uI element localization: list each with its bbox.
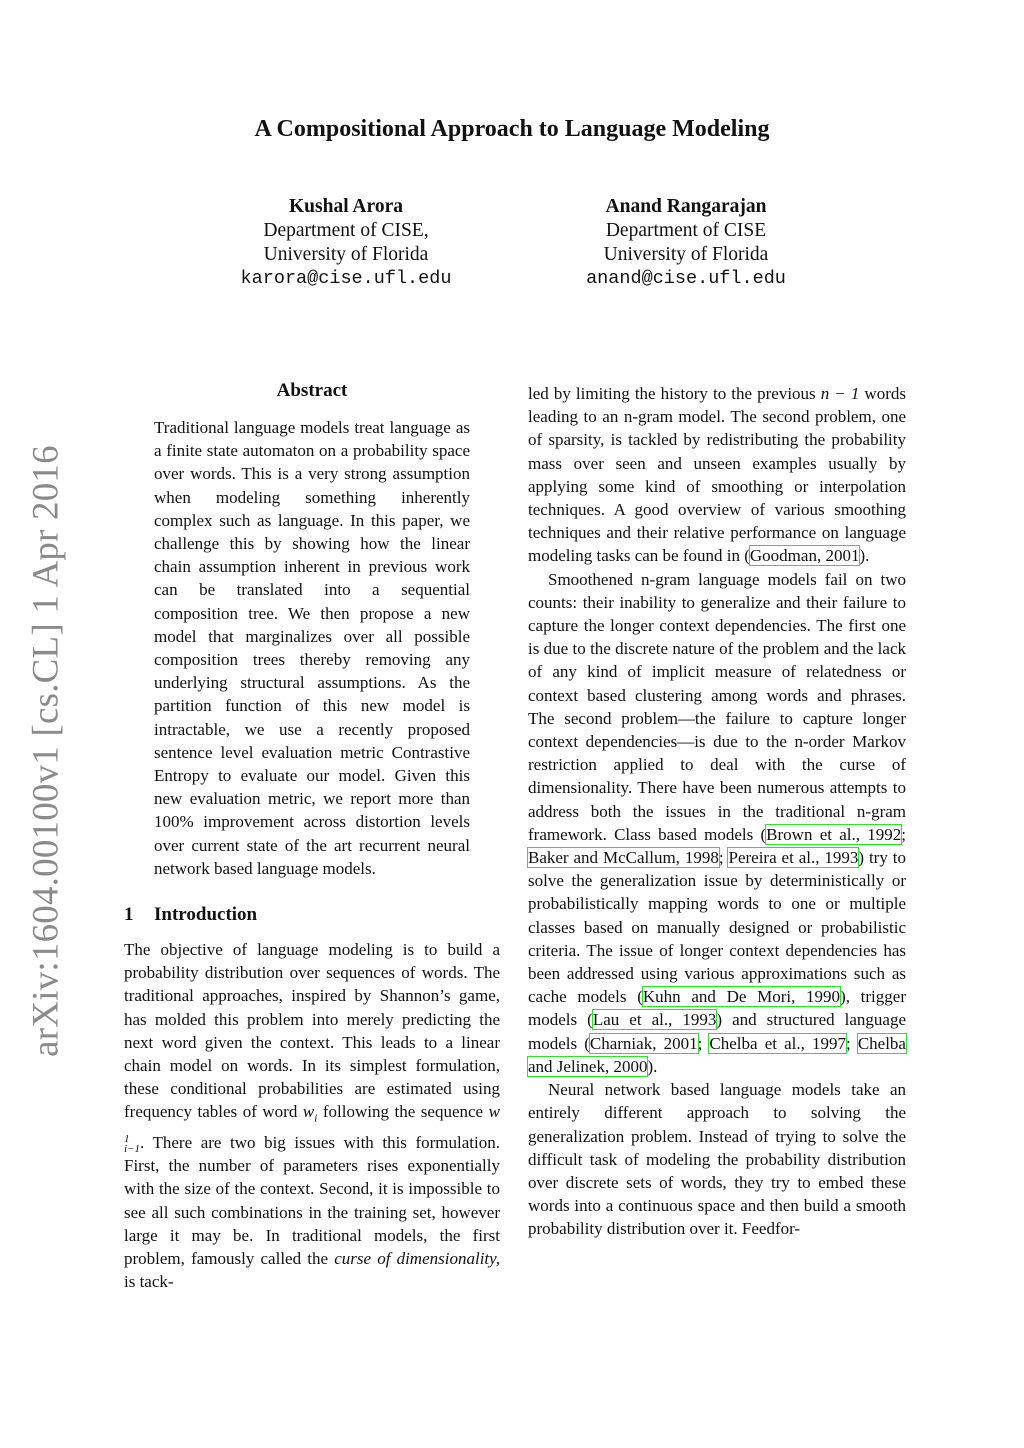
author-university: University of Florida — [263, 244, 429, 265]
author-university: University of Florida — [603, 244, 769, 265]
citation-link[interactable]: Pereira et al., 1993 — [728, 848, 859, 868]
paper-title: A Compositional Approach to Language Modeling — [254, 116, 770, 142]
text-run: ). — [647, 1056, 658, 1076]
author-name: Kushal Arora — [289, 196, 403, 217]
text-run: ) and structured language models ( — [528, 1010, 907, 1053]
author-department: Department of CISE, — [263, 220, 429, 241]
text-run: . There are two big issues with this formulation. First, the number of parameters rises exponentially with the size of the context. Second, it is impossible to see all such combinations in the training set, however large it may be. In traditional models, the first problem, famously called the — [124, 1133, 500, 1269]
section-title: Introduction — [154, 904, 258, 926]
arxiv-sidebar-stamp — [25, 445, 67, 1057]
citation-link[interactable]: Charniak, 2001 — [589, 1033, 698, 1053]
text-run: ), trigger models ( — [528, 987, 906, 1030]
arxiv-id: arXiv:1604.00100v1 [cs.CL] 1 Apr 2016 — [25, 445, 67, 1057]
left-column — [124, 380, 500, 1294]
text-run: Smoothened n-gram language models fail on two counts: their inability to generalize and their failure to capture the longer context dependencies. The first one is due to the discrete nature of the problem and the lack of any kind of implicit measure of relatedness or context based clustering among words and phrases. The second problem—the failure to capture longer context dependencies—is due to the n-order Markov restriction applied to deal with the curse of dimensionality. There have been numerous attempts to address both the issues in the traditional n-gram framework. Class based models ( — [528, 569, 906, 844]
abstract-heading: Abstract — [276, 380, 348, 401]
citation-link[interactable]: Goodman, 2001 — [749, 546, 860, 566]
math-w-seq: w 1 i−1 — [124, 1102, 500, 1156]
author-email[interactable]: karora@cise.ufl.edu — [240, 268, 452, 289]
text-run: following the sequence — [317, 1102, 489, 1122]
citation-link[interactable]: Chelba et al., 1997 — [709, 1033, 846, 1053]
author-block-1 — [196, 195, 496, 291]
citation-link[interactable]: Kuhn and De Mori, 1990 — [642, 987, 841, 1007]
text-run: led by limiting the history to the previous — [528, 384, 821, 403]
section-heading-introduction — [124, 904, 500, 926]
text-run: ). — [859, 546, 870, 566]
paragraph-smoothened — [528, 568, 906, 1078]
author-email[interactable]: anand@cise.ufl.edu — [586, 268, 786, 289]
author-name: Anand Rangarajan — [605, 196, 767, 217]
author-department: Department of CISE — [605, 220, 767, 241]
text-run: The objective of language modeling is to build a probability distribution over sequences of words. The traditional approaches, inspired by Shannon’s game, has molded this problem into merely predicting the next word given the context. This leads to a linear chain model on words. In its simplest formulation, these conditional probabilities are estimated using frequency tables of word — [124, 940, 500, 1122]
emphasis-curse: curse of dimensionality, — [334, 1249, 500, 1269]
text-run: words leading to an n-gram model. The second problem, one of sparsity, is tackled by redistributing the probability mass over seen and unseen examples usually by applying some kind of smoothing or interpolation techniques. A good overview of various smoothing techniques and their relative performance on language modeling tasks can be found in ( — [528, 384, 906, 566]
section-number: 1 — [124, 904, 134, 926]
right-column — [528, 382, 906, 1241]
text-run: ; — [901, 824, 906, 844]
paragraph-neural: Neural network based language models take an entirely different approach to solving the generalization problem. Instead of trying to solve the difficult task of modeling the probability distribution over discrete sets of words, they try to embed these words into a continuous space and then build a smooth probability distribution over it. Feedfor- — [528, 1080, 906, 1239]
citation-link[interactable]: Chelba and Jelinek, 2000 — [528, 1033, 906, 1076]
author-block-2 — [536, 195, 836, 291]
math-n-minus-1: n − 1 — [820, 384, 860, 403]
text-run: is tack- — [124, 1272, 174, 1292]
math-w-i: $w_i$ — [302, 1102, 318, 1125]
abstract-text: Traditional language models treat language as a finite state automaton on a probability space over words. This is a very strong assumption when modeling something inherently complex such as language. In this paper, we challenge this by showing how the linear chain assumption inherent in previous work can be translated into a sequential composition tree. We then propose a new model that marginalizes over all possible composition trees thereby removing any underlying structural assumptions. As the partition function of this new model is intractable, we use a recently proposed sentence level evaluation metric Contrastive Entropy to evaluate our model. Given this new evaluation metric, we report more than 100% improvement across distortion levels over current state of the art recurrent neural network based language models. — [154, 418, 470, 878]
paragraph-ngram — [528, 382, 906, 568]
citation-link[interactable]: Lau et al., 1993 — [592, 1010, 717, 1030]
text-run: ) try to solve the generalization issue by deterministically or probabilistically mapping words to one or multiple classes based on manually designed or probabilistic criteria. The issue of longer context dependencies has been addressed using various approximations such as cache models ( — [528, 848, 906, 1007]
citation-link[interactable]: Brown et al., 1992 — [766, 824, 902, 844]
citation-link[interactable]: Baker and McCallum, 1998 — [528, 848, 719, 868]
intro-paragraph — [124, 938, 500, 1293]
text-run: ; — [718, 848, 729, 868]
text-run: ; — [697, 1033, 710, 1053]
text-run: ; — [845, 1033, 858, 1053]
